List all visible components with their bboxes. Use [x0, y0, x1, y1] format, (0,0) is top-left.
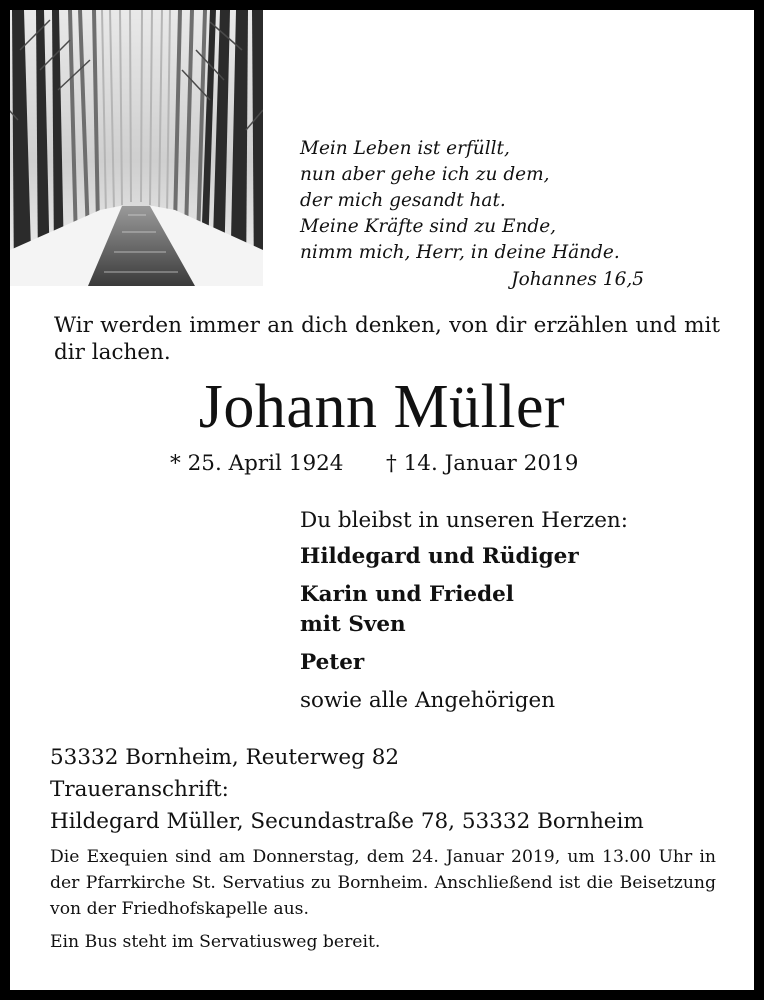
bus-note: Ein Bus steht im Servatiusweg bereit. — [50, 932, 381, 952]
residence-address: 53332 Bornheim, Reuterweg 82 — [50, 745, 400, 770]
birth-date: * 25. April 1924 — [170, 451, 344, 476]
mourning-address-label: Traueranschrift: — [50, 777, 229, 802]
mourners-intro: Du bleibst in unseren Herzen: — [300, 508, 629, 533]
mourners-block — [300, 506, 720, 716]
mourners-others: sowie alle Angehörigen — [300, 688, 556, 713]
mourner-name: Karin und Friedel mit Sven — [300, 582, 514, 637]
mourner-name: Peter — [300, 650, 365, 675]
bible-verse — [300, 136, 660, 266]
mourning-address: Hildegard Müller, Secundastraße 78, 53332 Bornheim — [50, 809, 644, 834]
death-date: † 14. Januar 2019 — [386, 451, 579, 476]
deceased-name: Johann Müller — [198, 373, 566, 441]
verse-line: nimm mich, Herr, in deine Hände. — [300, 242, 620, 263]
forest-path-photo — [10, 10, 263, 286]
funeral-info: Die Exequien sind am Donnerstag, dem 24. Januar 2019, um 13.00 Uhr in der Pfarrkirche St. Servatius zu Bornheim. Anschließend ist die Beisetzung von der Friedhofskapelle aus. — [50, 847, 716, 919]
verse-line: Mein Leben ist erfüllt, — [300, 138, 510, 159]
intro-text: Wir werden immer an dich denken, von dir erzählen und mit dir lachen. — [54, 313, 720, 365]
verse-reference: Johannes 16,5 — [511, 269, 644, 290]
verse-line: Meine Kräfte sind zu Ende, — [300, 216, 557, 237]
obituary-notice — [10, 10, 754, 990]
address-block — [50, 742, 730, 838]
verse-line: nun aber gehe ich zu dem, — [300, 164, 550, 185]
mourner-name: Hildegard und Rüdiger — [300, 544, 579, 569]
verse-line: der mich gesandt hat. — [300, 190, 506, 211]
